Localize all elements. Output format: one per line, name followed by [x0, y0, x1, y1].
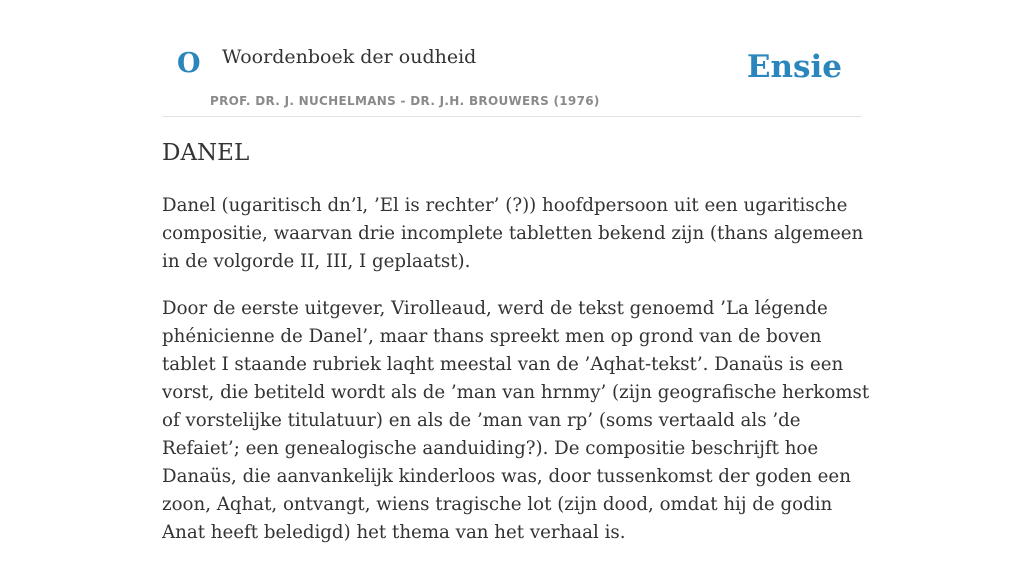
ensie-logo[interactable]: Ensie [746, 49, 842, 85]
article-headword: DANEL [162, 140, 250, 166]
article-paragraph: Danel (ugaritisch dn’l, ’El is rechter’ (?)) hoofdpersoon uit een ugaritische compositie, waarvan drie incomplete tabletten bekend zijn (thans algemeen in de volgorde II, III, I geplaatst). [162, 195, 864, 272]
book-authors: PROF. DR. J. NUCHELMANS - DR. J.H. BROUWERS (1976) [210, 94, 600, 108]
book-title[interactable]: Woordenboek der oudheid [222, 46, 477, 68]
header [162, 0, 862, 117]
article-body [162, 192, 874, 566]
article-paragraph: Door de eerste uitgever, Virolleaud, werd de tekst genoemd ’La légende phénicienne de Danel’, maar thans spreekt men op grond van de boven tablet I staande rubriek laqht meestal van de ’Aqhat-tekst’. Danaüs is een vorst, die betiteld wordt als de ’man van hrnmy’ (zijn geografische herkomst of vorstelijke titulatuur) en als de ’man van rp’ (soms vertaald als ’de Refaiet’; een genealogische aanduiding?). De compositie beschrijft hoe Danaüs, die aanvankelijk kinderloos was, door tussenkomst der goden een zoon, Aqhat, ontvangt, wiens tragische lot (zijn dood, omdat hij de godin Anat heeft beledigd) het thema van het verhaal is. [162, 298, 870, 543]
letter-index-link[interactable]: O [177, 48, 201, 79]
